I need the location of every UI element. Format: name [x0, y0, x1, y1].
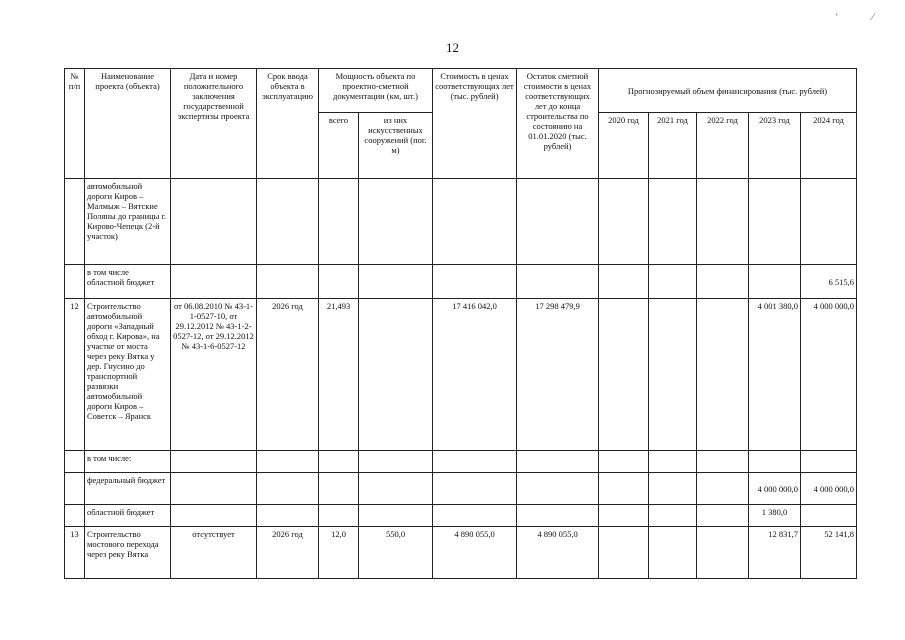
cell-name: автомобильной дороги Киров – Малмыж – Вятские Поляны до границы г. Кирово-Чепецк (2-й участок) — [85, 179, 171, 265]
header-expertise: Дата и номер положительного заключения государственной экспертизы проекта — [171, 69, 257, 179]
cell-term — [257, 505, 319, 527]
cell-expertise: от 06.08.2010 № 43-1-1-0527-10, от 29.12.2012 № 43-1-2-0527-12, от 29.12.2012 № 43-1-6-0527-12 — [171, 299, 257, 451]
cell-2023: 1 380,0 — [749, 505, 801, 527]
header-year-2020: 2020 год — [599, 113, 649, 179]
cell-2021 — [649, 505, 697, 527]
cell-no — [65, 265, 85, 299]
financing-table — [64, 68, 857, 579]
cell-no — [65, 451, 85, 473]
header-term: Срок ввода объекта в эксплуатацию — [257, 69, 319, 179]
cell-term: 2026 год — [257, 527, 319, 579]
cell-term — [257, 451, 319, 473]
cell-2022 — [697, 527, 749, 579]
cell-remaining — [517, 265, 599, 299]
cell-name: Строительство мостового перехода через реку Вятка — [85, 527, 171, 579]
scan-mark: ⁄ — [872, 12, 874, 22]
cell-structures: 550,0 — [359, 527, 433, 579]
cell-2024 — [801, 451, 857, 473]
cell-2023: 4 001 380,0 — [749, 299, 801, 451]
cell-2022 — [697, 179, 749, 265]
cell-2020 — [599, 265, 649, 299]
cell-2024: 6 515,6 — [801, 265, 857, 299]
cell-cost — [433, 473, 517, 505]
cell-total: 21,493 — [319, 299, 359, 451]
cell-expertise: отсутствует — [171, 527, 257, 579]
cell-2021 — [649, 527, 697, 579]
cell-no: 12 — [65, 299, 85, 451]
cell-2024 — [801, 179, 857, 265]
cell-term — [257, 473, 319, 505]
cell-2020 — [599, 527, 649, 579]
cell-2023 — [749, 265, 801, 299]
cell-cost: 4 890 055,0 — [433, 527, 517, 579]
cell-structures — [359, 473, 433, 505]
cell-expertise — [171, 505, 257, 527]
cell-structures — [359, 179, 433, 265]
cell-2020 — [599, 451, 649, 473]
cell-total — [319, 265, 359, 299]
header-forecast: Прогнозируемый объем финансирования (тыс. рублей) — [599, 69, 857, 113]
cell-remaining: 4 890 055,0 — [517, 527, 599, 579]
cell-2021 — [649, 179, 697, 265]
cell-2021 — [649, 451, 697, 473]
header-year-2024: 2024 год — [801, 113, 857, 179]
cell-name: в том числе: — [85, 451, 171, 473]
cell-total: 12,0 — [319, 527, 359, 579]
header-year-2023: 2023 год — [749, 113, 801, 179]
cell-2023: 12 831,7 — [749, 527, 801, 579]
cell-cost — [433, 179, 517, 265]
cell-total — [319, 505, 359, 527]
header-year-2022: 2022 год — [697, 113, 749, 179]
table-row — [65, 265, 857, 299]
cell-2021 — [649, 265, 697, 299]
cell-term — [257, 265, 319, 299]
cell-remaining: 17 298 479,9 — [517, 299, 599, 451]
cell-no — [65, 505, 85, 527]
cell-name: областной бюджет — [85, 505, 171, 527]
cell-2024: 52 141,8 — [801, 527, 857, 579]
cell-2022 — [697, 505, 749, 527]
header-capacity-structures: из них искусственных сооружений (пог. м) — [359, 113, 433, 179]
cell-expertise — [171, 179, 257, 265]
cell-2024 — [801, 505, 857, 527]
cell-structures — [359, 265, 433, 299]
cell-remaining — [517, 179, 599, 265]
cell-2024: 4 000 000,0 — [801, 473, 857, 505]
table-row — [65, 527, 857, 579]
page-number: 12 — [446, 40, 459, 55]
cell-cost — [433, 265, 517, 299]
cell-2020 — [599, 505, 649, 527]
cell-term — [257, 179, 319, 265]
header-capacity: Мощность объекта по проектно-сметной документации (км, шт.) — [319, 69, 433, 113]
cell-name: федеральный бюджет — [85, 473, 171, 505]
cell-total — [319, 473, 359, 505]
table-row — [65, 451, 857, 473]
cell-expertise — [171, 451, 257, 473]
cell-no: 13 — [65, 527, 85, 579]
table-row — [65, 179, 857, 265]
cell-2021 — [649, 473, 697, 505]
cell-term: 2026 год — [257, 299, 319, 451]
cell-2020 — [599, 179, 649, 265]
cell-structures — [359, 299, 433, 451]
cell-cost — [433, 505, 517, 527]
header-remaining: Остаток сметной стоимости в ценах соответствующих лет до конца строительства по состоянию на 01.01.2020 (тыс. рублей) — [517, 69, 599, 179]
cell-2021 — [649, 299, 697, 451]
cell-2022 — [697, 299, 749, 451]
table-row — [65, 505, 857, 527]
cell-no — [65, 179, 85, 265]
cell-2023 — [749, 179, 801, 265]
cell-remaining — [517, 451, 599, 473]
cell-structures — [359, 451, 433, 473]
cell-expertise — [171, 473, 257, 505]
cell-2022 — [697, 265, 749, 299]
cell-2020 — [599, 473, 649, 505]
table-row — [65, 299, 857, 451]
table-row — [65, 473, 857, 505]
cell-remaining — [517, 473, 599, 505]
cell-structures — [359, 505, 433, 527]
cell-no — [65, 473, 85, 505]
cell-name: в том числе областной бюджет — [85, 265, 171, 299]
scan-mark: ' — [836, 12, 838, 22]
cell-2022 — [697, 473, 749, 505]
cell-2024: 4 000 000,0 — [801, 299, 857, 451]
cell-2023 — [749, 451, 801, 473]
header-no: № п/п — [65, 69, 85, 179]
cell-2020 — [599, 299, 649, 451]
header-capacity-total: всего — [319, 113, 359, 179]
cell-total — [319, 179, 359, 265]
cell-name: Строительство автомобильной дороги «Западный обход г. Кирова», на участке от моста через реку Вятка у дер. Гнусино до транспортной развязки автомобильной дороги Киров – Советск – Яранск — [85, 299, 171, 451]
cell-total — [319, 451, 359, 473]
cell-2023: 4 000 000,0 — [749, 473, 801, 505]
cell-2022 — [697, 451, 749, 473]
cell-cost — [433, 451, 517, 473]
header-name: Наименование проекта (объекта) — [85, 69, 171, 179]
cell-cost: 17 416 042,0 — [433, 299, 517, 451]
cell-expertise — [171, 265, 257, 299]
header-cost: Стоимость в ценах соответствующих лет (тыс. рублей) — [433, 69, 517, 179]
cell-remaining — [517, 505, 599, 527]
header-year-2021: 2021 год — [649, 113, 697, 179]
